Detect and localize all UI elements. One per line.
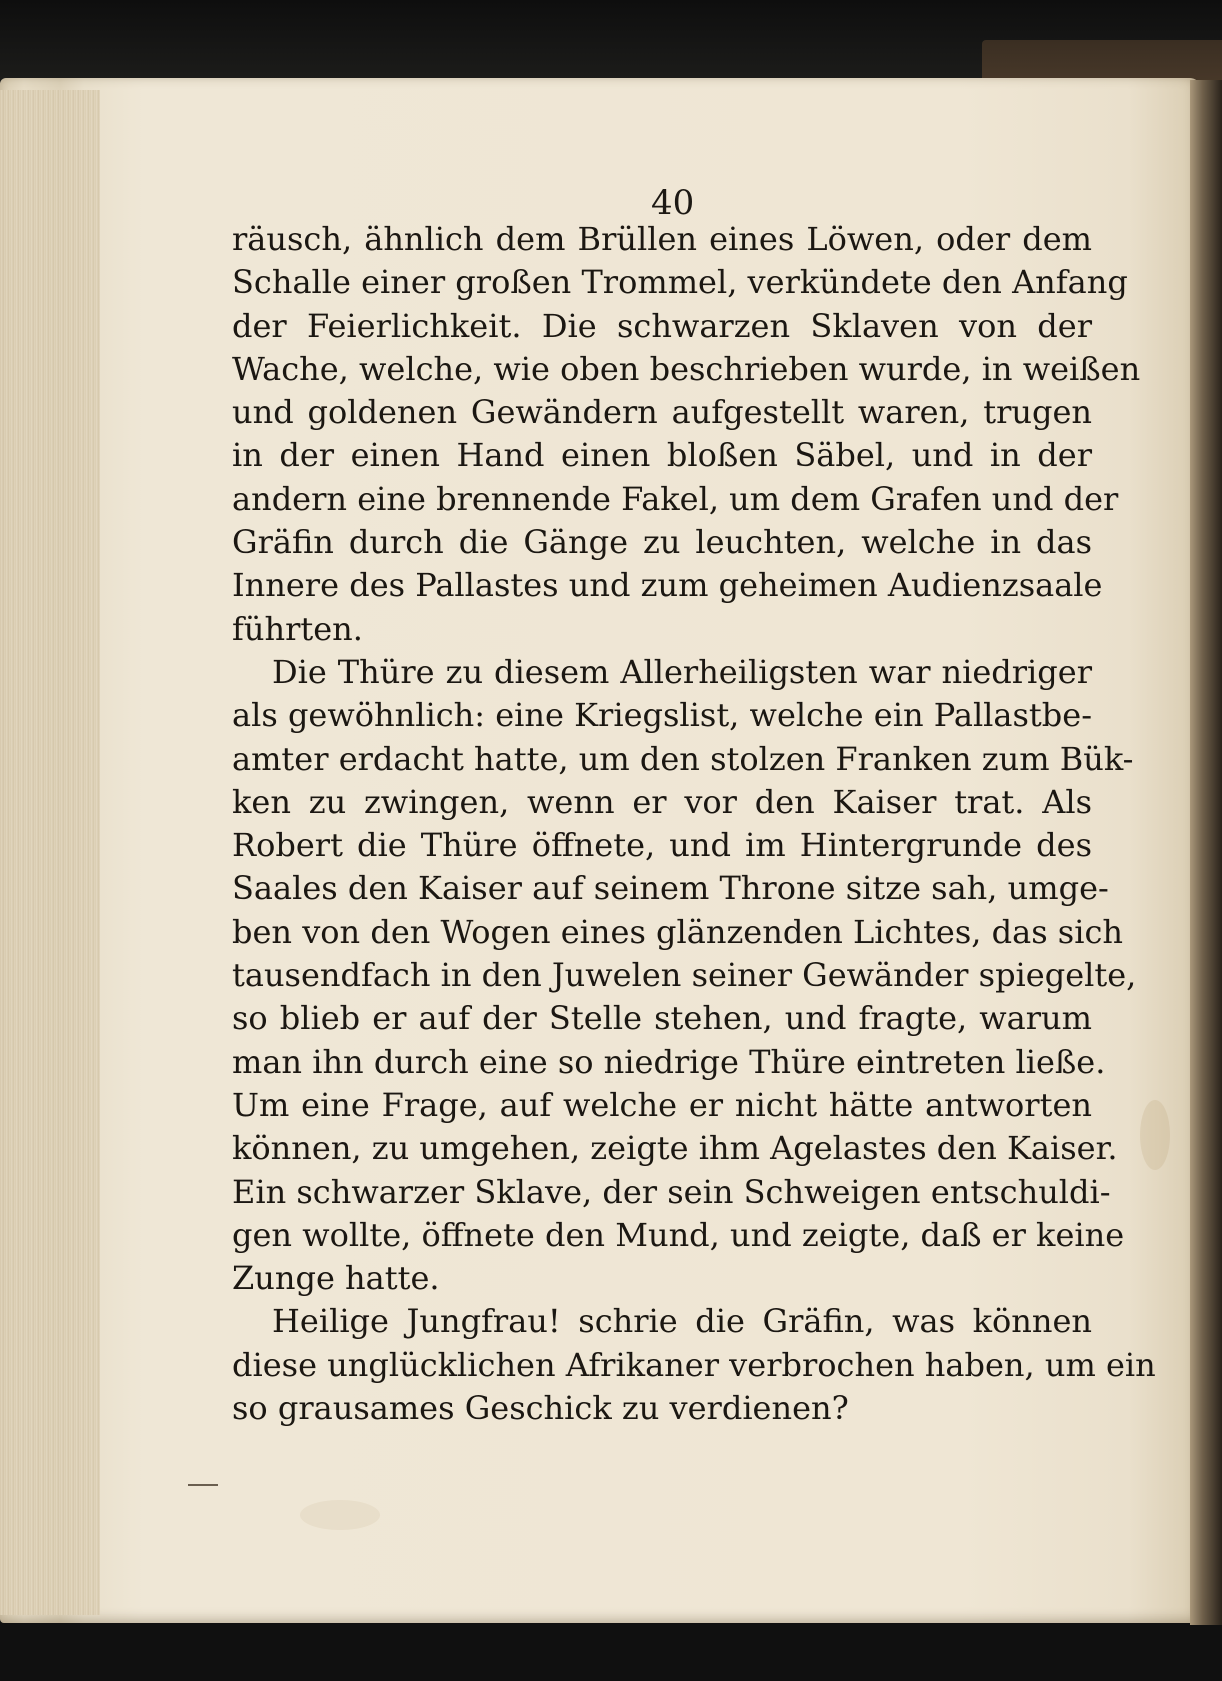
text-line: ken zu zwingen, wenn er vor den Kaiser trat. Als — [232, 782, 1092, 821]
text-line: Gräfin durch die Gänge zu leuchten, welche in das — [232, 523, 1092, 562]
text-line: der Feierlichkeit. Die schwarzen Sklaven von der — [232, 306, 1092, 345]
text-line: Die Thüre zu diesem Allerheiligsten war niedriger — [272, 652, 1092, 691]
text-line: diese unglücklichen Afrikaner verbrochen haben, um ein — [232, 1345, 1156, 1384]
text-line: räusch, ähnlich dem Brüllen eines Löwen, oder dem — [232, 220, 1092, 258]
text-line: Ein schwarzer Sklave, der sein Schweigen entschuldi- — [232, 1172, 1111, 1211]
book-binding-edge — [1190, 80, 1222, 1625]
text-line: so blieb er auf der Stelle stehen, und fragte, warum — [232, 999, 1092, 1038]
text-line: Zunge hatte. — [232, 1259, 440, 1298]
text-line: so grausames Geschick zu verdienen? — [232, 1389, 849, 1428]
margin-mark — [188, 1484, 218, 1486]
text-line: führten. — [232, 609, 363, 648]
text-line: gen wollte, öffnete den Mund, und zeigte, daß er keine — [232, 1215, 1125, 1254]
text-line: und goldenen Gewändern aufgestellt waren, trugen — [232, 393, 1092, 432]
text-line: tausendfach in den Juwelen seiner Gewänder spiegelte, — [232, 956, 1137, 995]
paper-stain — [300, 1500, 380, 1530]
text-line: Saales den Kaiser auf seinem Throne sitze sah, umge- — [232, 869, 1109, 908]
text-line: ben von den Wogen eines glänzenden Lichtes, das sich — [232, 912, 1123, 951]
text-line: Um eine Frage, auf welche er nicht hätte antworten — [232, 1085, 1092, 1124]
page-text — [232, 218, 1156, 1430]
text-line: amter erdacht hatte, um den stolzen Franken zum Bük- — [232, 739, 1134, 778]
text-line: Heilige Jungfrau! schrie die Gräfin, was können — [272, 1302, 1092, 1341]
text-line: Robert die Thüre öffnete, und im Hintergrunde des — [232, 826, 1092, 865]
text-line: Wache, welche, wie oben beschrieben wurde, in weißen — [232, 349, 1141, 388]
paper-stain — [1140, 1100, 1170, 1170]
page-stack-edge — [0, 90, 100, 1615]
text-line: Innere des Pallastes und zum geheimen Audienzsaale — [232, 566, 1103, 605]
text-line: als gewöhnlich: eine Kriegslist, welche ein Pallastbe- — [232, 696, 1092, 735]
text-line: Schalle einer großen Trommel, verkündete den Anfang — [232, 263, 1128, 302]
text-line: andern eine brennende Fakel, um dem Grafen und der — [232, 479, 1119, 518]
page-number: 40 — [651, 183, 695, 223]
text-line: man ihn durch eine so niedrige Thüre eintreten ließe. — [232, 1042, 1106, 1081]
text-line: in der einen Hand einen bloßen Säbel, und in der — [232, 436, 1092, 475]
text-line: können, zu umgehen, zeigte ihm Agelastes den Kaiser. — [232, 1129, 1118, 1168]
